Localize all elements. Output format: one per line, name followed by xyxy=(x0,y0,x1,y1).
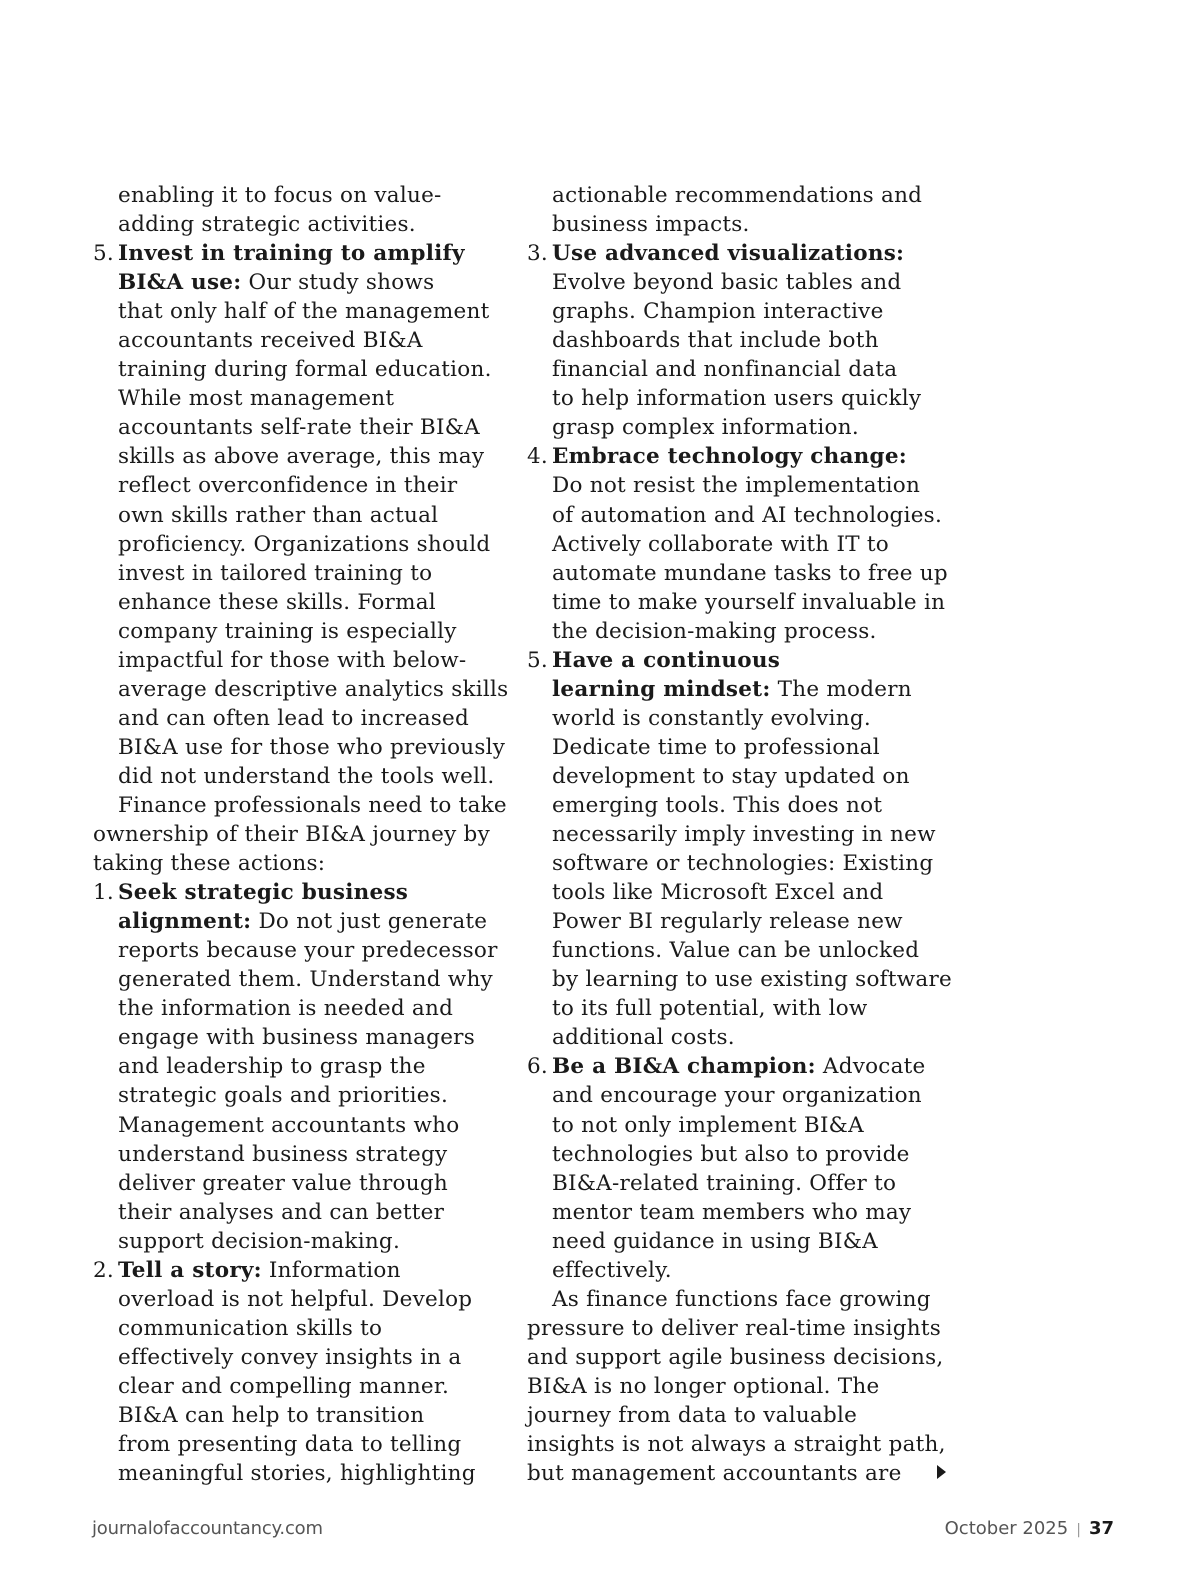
text-line: emerging tools. This does not xyxy=(552,792,883,818)
text-line: proficiency. Organizations should xyxy=(118,531,491,557)
text-line: Dedicate time to professional xyxy=(552,734,880,760)
text-line: grasp complex information. xyxy=(552,415,859,441)
text-line: mentor team members who may xyxy=(552,1199,912,1225)
item-body xyxy=(527,704,957,1053)
text-line: average descriptive analytics skills xyxy=(118,676,509,702)
text-line: functions. Value can be unlocked xyxy=(552,938,920,964)
item-body xyxy=(527,1081,957,1284)
text-line: that only half of the management xyxy=(118,299,490,325)
text-line: actionable recommendations and xyxy=(552,183,923,208)
paragraph-body xyxy=(93,820,513,878)
text-line: graphs. Champion interactive xyxy=(552,299,884,325)
text-line: did not understand the tools well. xyxy=(118,763,495,789)
item-body xyxy=(93,1285,513,1488)
text-line: As finance functions face growing xyxy=(552,1286,931,1312)
text-line: BI&A is no longer optional. The xyxy=(527,1373,880,1399)
text-line: ownership of their BI&A journey by xyxy=(93,822,490,848)
list-number: 5. xyxy=(93,241,115,267)
text-line: training during formal education. xyxy=(118,357,492,383)
page-number: 37 xyxy=(1088,1518,1114,1539)
item-heading-line: Tell a story: Information xyxy=(118,1257,401,1283)
text-line: additional costs. xyxy=(552,1025,735,1051)
text-line: the information is needed and xyxy=(118,996,454,1022)
text-line: communication skills to xyxy=(118,1315,383,1341)
item-heading-line: learning mindset: The modern xyxy=(552,676,912,702)
text-line: taking these actions: xyxy=(93,851,326,877)
item-heading: Use advanced visualizations: xyxy=(552,241,905,267)
text-line: and encourage your organization xyxy=(552,1083,922,1109)
text-line: to not only implement BI&A xyxy=(552,1112,864,1138)
text-line: financial and nonfinancial data xyxy=(552,357,898,383)
item-body xyxy=(527,268,957,442)
text-line: their analyses and can better xyxy=(118,1199,445,1225)
text-line: impactful for those with below- xyxy=(118,647,467,673)
list-number: 6. xyxy=(527,1054,549,1080)
list-item-2 xyxy=(93,1256,513,1488)
item-heading-line: BI&A use: Our study shows xyxy=(118,270,435,296)
item-heading: Seek strategic business xyxy=(118,880,409,906)
text-line: automate mundane tasks to free up xyxy=(552,560,948,586)
text-line: pressure to deliver real-time insights xyxy=(527,1315,941,1341)
text-line: skills as above average, this may xyxy=(118,444,485,470)
item-body xyxy=(93,297,513,791)
text-line: Management accountants who xyxy=(118,1112,460,1138)
list-item-1 xyxy=(93,878,513,1256)
body-paragraph xyxy=(527,1285,957,1488)
text-line: by learning to use existing software xyxy=(552,967,952,993)
list-number: 4. xyxy=(527,444,549,470)
item-body xyxy=(93,936,513,1256)
text-line: but management accountants are xyxy=(527,1461,902,1487)
text-line: BI&A-related training. Offer to xyxy=(552,1170,897,1196)
list-number: 5. xyxy=(527,647,549,673)
text-line: development to stay updated on xyxy=(552,763,910,789)
text-line: effectively. xyxy=(552,1257,672,1283)
text-line: While most management xyxy=(118,386,395,412)
list-item-3 xyxy=(527,239,957,442)
item-heading: Invest in training to amplify xyxy=(118,241,465,267)
text-line: support decision-making. xyxy=(118,1228,401,1254)
text-line: Actively collaborate with IT to xyxy=(552,531,889,557)
text-line: and leadership to grasp the xyxy=(118,1054,426,1080)
text-line: company training is especially xyxy=(118,618,457,644)
right-column xyxy=(527,181,957,1488)
body-paragraph xyxy=(93,791,513,878)
text-line: clear and compelling manner. xyxy=(118,1373,450,1399)
text-line: and can often lead to increased xyxy=(118,705,470,731)
list-number: 2. xyxy=(93,1257,115,1283)
list-item-6 xyxy=(527,1052,957,1284)
text-line: invest in tailored training to xyxy=(118,560,433,586)
text-line: business impacts. xyxy=(552,212,750,238)
text-line: necessarily imply investing in new xyxy=(552,822,936,848)
text-line: insights is not always a straight path, xyxy=(527,1432,946,1458)
text-line: BI&A can help to transition xyxy=(118,1402,425,1428)
text-line: accountants received BI&A xyxy=(118,328,423,354)
text-line: Do not resist the implementation xyxy=(552,473,921,499)
list-item-4 xyxy=(527,442,957,645)
text-line: accountants self-rate their BI&A xyxy=(118,415,480,441)
text-line: reflect overconfidence in their xyxy=(118,473,458,499)
text-line: software or technologies: Existing xyxy=(552,851,934,877)
text-line: strategic goals and priorities. xyxy=(118,1083,449,1109)
left-column xyxy=(93,181,513,1488)
text-line: reports because your predecessor xyxy=(118,938,498,964)
site-url: journalofaccountancy.com xyxy=(92,1518,323,1539)
text-line: of automation and AI technologies. xyxy=(552,502,943,528)
text-line: meaningful stories, highlighting xyxy=(118,1461,476,1487)
text-line: enabling it to focus on value- xyxy=(118,183,442,208)
text-line: engage with business managers xyxy=(118,1025,475,1051)
text-line: own skills rather than actual xyxy=(118,502,439,528)
text-line: effectively convey insights in a xyxy=(118,1344,462,1370)
item-heading-line: Be a BI&A champion: Advocate xyxy=(552,1054,926,1080)
list-number: 3. xyxy=(527,241,549,267)
text-line: the decision-making process. xyxy=(552,618,877,644)
paragraph-body xyxy=(527,1314,957,1488)
text-line: enhance these skills. Formal xyxy=(118,589,436,615)
text-line: dashboards that include both xyxy=(552,328,879,354)
text-line: adding strategic activities. xyxy=(118,212,416,238)
text-line: Power BI regularly release new xyxy=(552,909,903,935)
text-line: world is constantly evolving. xyxy=(552,705,871,731)
item-heading-line: alignment: Do not just generate xyxy=(118,909,488,935)
text-line: and support agile business decisions, xyxy=(527,1344,944,1370)
text-line: tools like Microsoft Excel and xyxy=(552,880,884,906)
text-line: to help information users quickly xyxy=(552,386,922,412)
text-line: time to make yourself invaluable in xyxy=(552,589,946,615)
text-line: BI&A use for those who previously xyxy=(118,734,506,760)
text-line: to its full potential, with low xyxy=(552,996,868,1022)
list-item-5 xyxy=(93,239,513,791)
list-number: 1. xyxy=(93,880,115,906)
right-triangle-arrow-icon xyxy=(937,1465,946,1479)
text-line: generated them. Understand why xyxy=(118,967,493,993)
text-line: Evolve beyond basic tables and xyxy=(552,270,902,296)
text-line: journey from data to valuable xyxy=(527,1402,858,1428)
issue-date: October 2025 xyxy=(944,1518,1069,1539)
item-heading: Embrace technology change: xyxy=(552,444,907,470)
item-body xyxy=(527,471,957,645)
text-line: need guidance in using BI&A xyxy=(552,1228,878,1254)
footer-separator: | xyxy=(1076,1522,1081,1538)
footer-right xyxy=(945,1518,1114,1539)
text-line: Finance professionals need to take xyxy=(118,792,507,818)
text-line: from presenting data to telling xyxy=(118,1432,462,1458)
item-heading: Have a continuous xyxy=(552,647,781,673)
list-item-5 xyxy=(527,646,957,1053)
text-line: technologies but also to provide xyxy=(552,1141,910,1167)
text-line: deliver greater value through xyxy=(118,1170,448,1196)
text-line: overload is not helpful. Develop xyxy=(118,1286,473,1312)
page-footer xyxy=(92,1516,1114,1546)
text-line: understand business strategy xyxy=(118,1141,448,1167)
